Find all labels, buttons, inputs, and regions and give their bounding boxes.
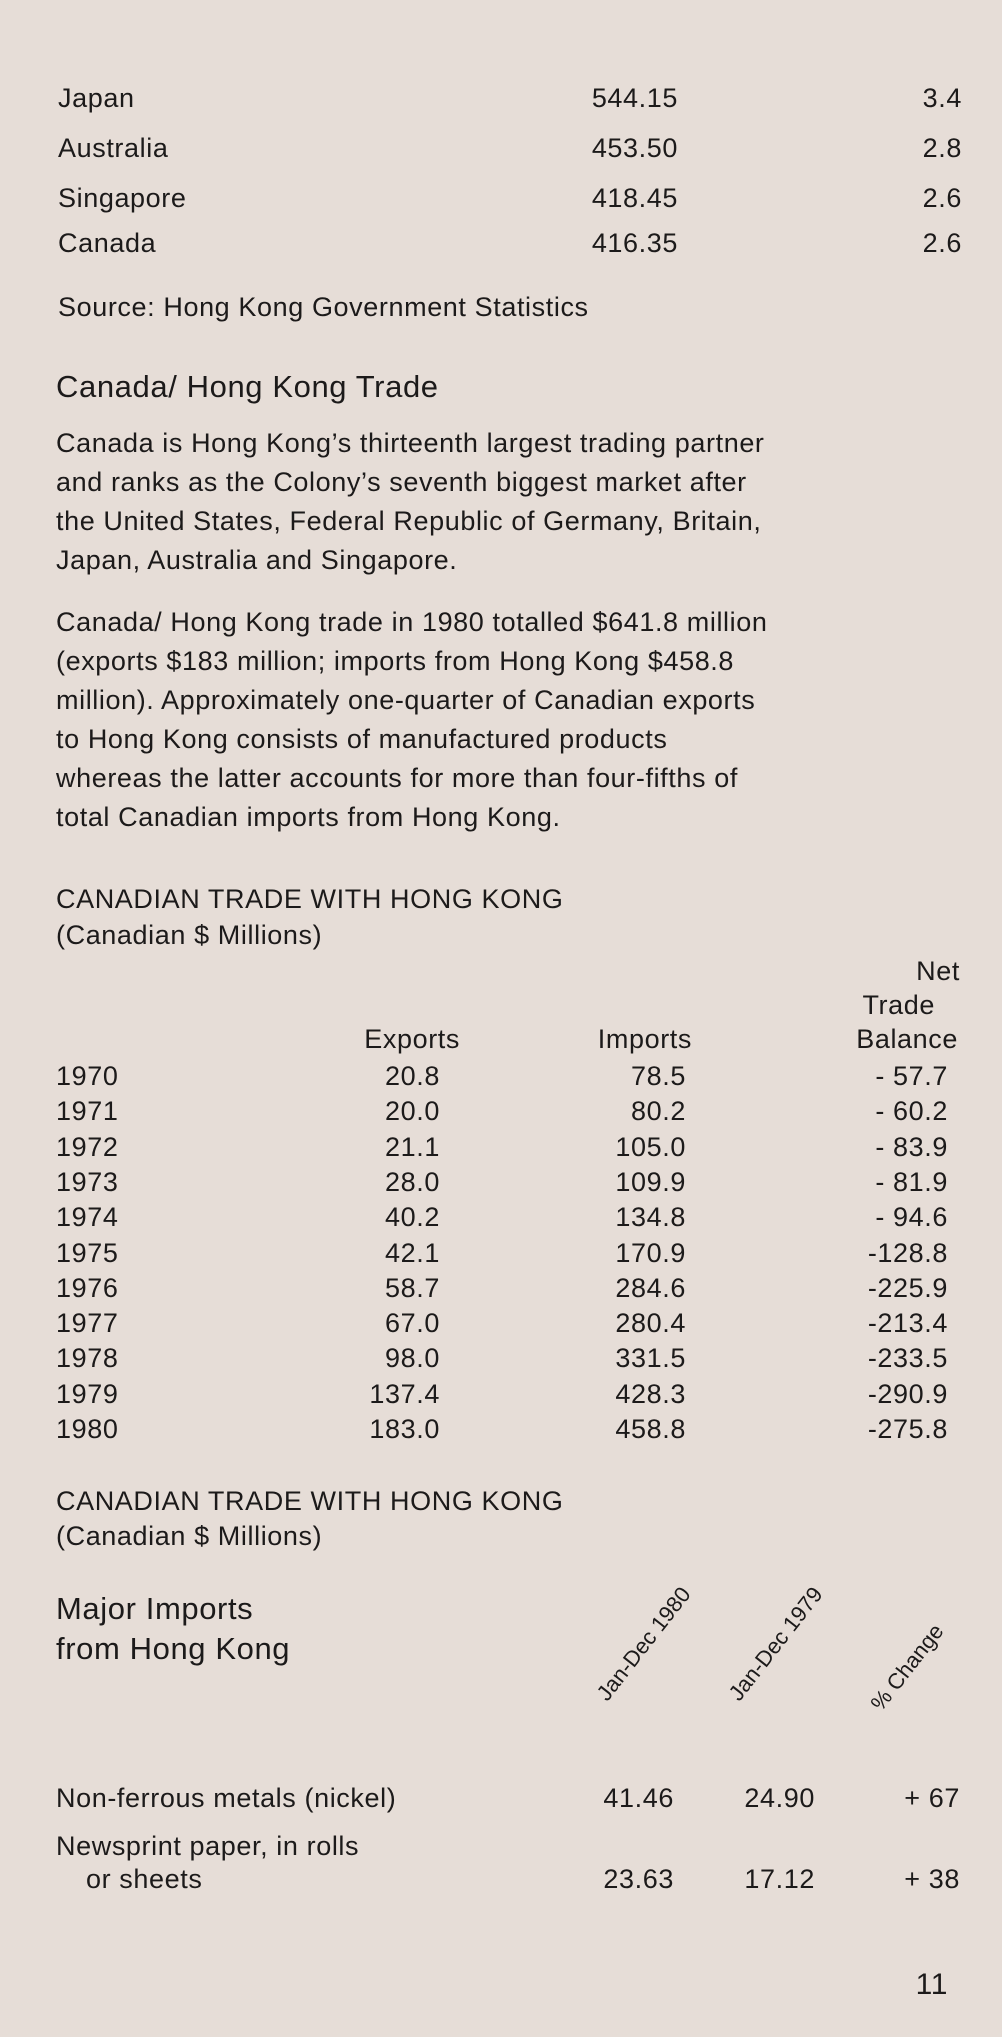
balance-cell: -290.9 [867,1379,948,1409]
column-header-imports: Imports [597,1024,692,1054]
exports-cell: 20.0 [385,1096,440,1126]
exports-cell: 137.4 [369,1379,440,1409]
imports-cell: 80.2 [631,1096,686,1126]
table-subtitle: (Canadian $ Millions) [56,1521,323,1551]
import-change: + 67 [904,1783,960,1813]
imports-cell: 458.8 [615,1414,686,1444]
paragraph-line: million). Approximately one-quarter of Canadian exports [56,685,756,715]
exports-cell: 183.0 [369,1414,440,1444]
ranking-value: 453.50 [591,133,678,163]
ranking-country: Canada [58,228,157,258]
column-header-change: % Change [865,1619,949,1716]
imports-cell: 109.9 [615,1167,686,1197]
column-header-balance: Balance [856,1024,958,1054]
year-cell: 1973 [56,1167,119,1197]
import-value-1979: 24.90 [744,1783,815,1813]
year-cell: 1976 [56,1273,119,1303]
ranking-percent: 2.6 [922,228,962,258]
balance-cell: - 94.6 [875,1202,948,1232]
imports-cell: 428.3 [615,1379,686,1409]
ranking-country: Japan [58,83,135,113]
import-value-1980: 41.46 [603,1783,674,1813]
imports-cell: 105.0 [615,1132,686,1162]
table-heading: Major Imports [56,1591,254,1626]
ranking-value: 416.35 [591,228,678,258]
balance-cell: -225.9 [867,1273,948,1303]
table-heading: from Hong Kong [56,1631,291,1666]
import-item: Newsprint paper, in rolls [56,1831,360,1861]
year-cell: 1970 [56,1061,119,1091]
source-note: Source: Hong Kong Government Statistics [58,292,589,322]
paragraph-line: Canada/ Hong Kong trade in 1980 totalled $641.8 million [56,607,768,637]
column-header-1979: Jan-Dec 1979 [723,1582,828,1706]
year-cell: 1971 [56,1096,119,1126]
paragraph-line: to Hong Kong consists of manufactured products [56,724,668,754]
paragraph-line: whereas the latter accounts for more than four-fifths of [56,763,738,793]
year-cell: 1972 [56,1132,119,1162]
paragraph-line: total Canadian imports from Hong Kong. [56,802,561,832]
balance-cell: - 83.9 [875,1132,948,1162]
imports-cell: 170.9 [615,1238,686,1268]
import-item: Non-ferrous metals (nickel) [56,1783,397,1813]
imports-cell: 331.5 [615,1343,686,1373]
exports-cell: 42.1 [385,1238,440,1268]
import-value-1979: 17.12 [744,1864,815,1894]
column-header-1980: Jan-Dec 1980 [591,1582,696,1706]
import-value-1980: 23.63 [603,1864,674,1894]
exports-cell: 40.2 [385,1202,440,1232]
balance-cell: - 57.7 [875,1061,948,1091]
ranking-percent: 2.6 [922,183,962,213]
exports-cell: 67.0 [385,1308,440,1338]
table-subtitle: (Canadian $ Millions) [56,920,323,950]
ranking-value: 418.45 [591,183,678,213]
imports-cell: 284.6 [615,1273,686,1303]
ranking-percent: 3.4 [922,83,962,113]
ranking-value: 544.15 [591,83,678,113]
exports-cell: 21.1 [385,1132,440,1162]
import-item: or sheets [86,1864,203,1894]
exports-cell: 58.7 [385,1273,440,1303]
year-cell: 1979 [56,1379,119,1409]
paragraph-line: Canada is Hong Kong’s thirteenth largest trading partner [56,428,765,458]
paragraph-line: (exports $183 million; imports from Hong Kong $458.8 [56,646,735,676]
balance-cell: - 81.9 [875,1167,948,1197]
balance-cell: -275.8 [867,1414,948,1444]
year-cell: 1974 [56,1202,119,1232]
section-title: Canada/ Hong Kong Trade [56,369,439,404]
ranking-country: Australia [58,133,169,163]
page-number: 11 [915,1968,948,2001]
exports-cell: 28.0 [385,1167,440,1197]
table-title: CANADIAN TRADE WITH HONG KONG [56,884,564,914]
exports-cell: 20.8 [385,1061,440,1091]
paragraph-2 [56,603,956,837]
paragraph-line: Japan, Australia and Singapore. [56,545,458,575]
balance-cell: - 60.2 [875,1096,948,1126]
imports-cell: 134.8 [615,1202,686,1232]
ranking-country: Singapore [58,183,187,213]
balance-cell: -233.5 [867,1343,948,1373]
year-cell: 1977 [56,1308,119,1338]
column-header-exports: Exports [364,1024,460,1054]
year-cell: 1980 [56,1414,119,1444]
import-change: + 38 [904,1864,960,1894]
imports-cell: 280.4 [615,1308,686,1338]
exports-cell: 98.0 [385,1343,440,1373]
table-title: CANADIAN TRADE WITH HONG KONG [56,1486,564,1516]
year-cell: 1978 [56,1343,119,1373]
column-header-balance: Trade [862,990,935,1020]
balance-cell: -213.4 [867,1308,948,1338]
paragraph-1 [56,424,956,580]
paragraph-line: and ranks as the Colony’s seventh biggest market after [56,467,747,497]
imports-cell: 78.5 [631,1061,686,1091]
ranking-percent: 2.8 [922,133,962,163]
balance-cell: -128.8 [867,1238,948,1268]
year-cell: 1975 [56,1238,119,1268]
column-header-balance: Net [916,956,960,986]
paragraph-line: the United States, Federal Republic of Germany, Britain, [56,506,762,536]
